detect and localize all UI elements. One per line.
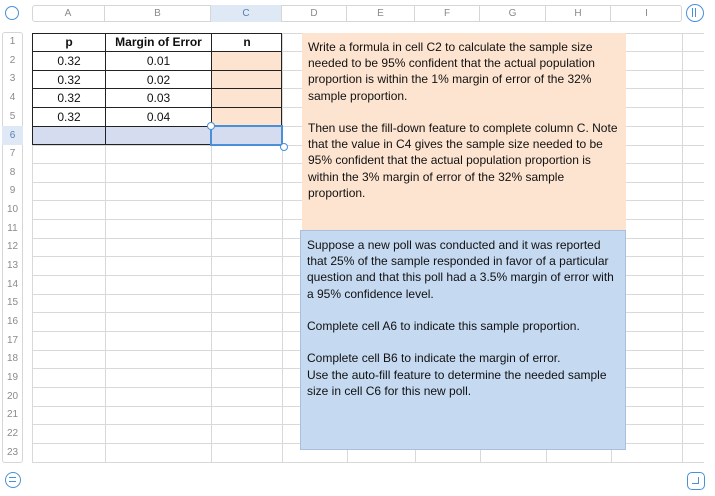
cell-A3[interactable]: 0.32 (57, 73, 81, 87)
resize-table-handle[interactable] (687, 472, 705, 490)
row-header-18[interactable]: 18 (6, 353, 19, 364)
selection-handle-top[interactable] (207, 122, 215, 130)
grid-column-line (682, 33, 683, 462)
row-header-7[interactable]: 7 (9, 148, 16, 159)
cell-B4[interactable]: 0.03 (146, 91, 171, 105)
row-header-23[interactable]: 23 (6, 447, 19, 458)
cell-A6[interactable] (33, 127, 105, 145)
column-header-d[interactable]: D (282, 5, 347, 22)
column-header-i[interactable]: I (645, 8, 648, 19)
row-header-9[interactable]: 9 (9, 185, 16, 196)
instruction-note-peach[interactable]: Write a formula in cell C2 to calculate the sample size needed to be 95% confident that the actual population proportion is within the 1% margin of error of the 32% sample proportion. Then use the fill-down feature to complete column C. Note that the value in C4 gives the sample size needed to be 95% confident that the actual population proportion is within the 3% margin of error of the 32% sample proportion. (302, 33, 626, 230)
cell-C2[interactable] (212, 54, 282, 68)
add-row-button[interactable] (5, 472, 21, 488)
row-header-16[interactable]: 16 (6, 316, 19, 327)
cell-A2[interactable]: 0.32 (57, 54, 81, 68)
row-header-21[interactable]: 21 (6, 409, 19, 420)
row-header-3[interactable]: 3 (9, 73, 16, 84)
instruction-note-blue[interactable]: Suppose a new poll was conducted and it was reported that 25% of the sample responded in favor of a particular question and that this poll had a 3.5% margin of error with a 95% confidence level. Complete cell A6 to indicate this sample proportion. Complete cell B6 to indicate the margin of error. Use the auto-fill feature to determine the needed sample size in cell C6 for this new poll. (300, 230, 626, 450)
grid-row-line (32, 462, 704, 463)
row-header-5[interactable]: 5 (9, 111, 16, 122)
pause-icon (692, 8, 696, 17)
cell-B2[interactable]: 0.01 (146, 54, 171, 68)
column-header-c[interactable]: C (211, 5, 282, 22)
row-header-6[interactable]: 6 (2, 126, 23, 145)
cell-C3[interactable] (212, 73, 282, 87)
cell-A4[interactable]: 0.32 (57, 91, 81, 105)
row-header-2[interactable]: 2 (9, 55, 16, 66)
row-header-15[interactable]: 15 (6, 297, 19, 308)
cell-B3[interactable]: 0.02 (146, 73, 171, 87)
select-all-button[interactable] (5, 6, 19, 20)
resize-corner-icon (692, 477, 699, 484)
cell-C6-selected[interactable] (210, 125, 283, 146)
column-header-h[interactable]: H (546, 5, 611, 22)
column-header-f[interactable]: F (415, 5, 480, 22)
row-header-11[interactable]: 11 (7, 223, 18, 234)
row-header-13[interactable]: 13 (6, 260, 19, 271)
row-header-20[interactable]: 20 (6, 391, 19, 402)
row-header-10[interactable]: 10 (6, 204, 19, 215)
cell-A5[interactable]: 0.32 (57, 110, 81, 124)
grid-column-line (282, 33, 283, 462)
row-header-12[interactable]: 12 (6, 241, 19, 252)
row-header-22[interactable]: 22 (6, 428, 19, 439)
cell-B1[interactable]: Margin of Error (115, 35, 202, 49)
row-header-19[interactable]: 19 (6, 372, 19, 383)
column-options-button[interactable] (686, 4, 704, 22)
column-header-a[interactable]: A (32, 5, 105, 22)
selection-handle-bottom[interactable] (280, 143, 288, 151)
cell-B5[interactable]: 0.04 (146, 110, 171, 124)
cell-A1[interactable]: p (65, 35, 73, 49)
row-header-17[interactable]: 17 (6, 335, 19, 346)
equals-icon (9, 477, 16, 482)
column-header-g[interactable]: G (480, 5, 546, 22)
row-header-4[interactable]: 4 (9, 92, 16, 103)
row-header-1[interactable]: 1 (9, 36, 16, 47)
row-header-14[interactable]: 14 (6, 279, 19, 290)
cell-C4[interactable] (212, 91, 282, 105)
cell-B6[interactable] (106, 127, 211, 145)
column-header-e[interactable]: E (347, 5, 415, 22)
cell-C5[interactable] (212, 110, 282, 124)
cell-C1[interactable]: n (243, 35, 251, 49)
column-header-b[interactable]: B (105, 5, 211, 22)
row-header-8[interactable]: 8 (9, 167, 16, 178)
